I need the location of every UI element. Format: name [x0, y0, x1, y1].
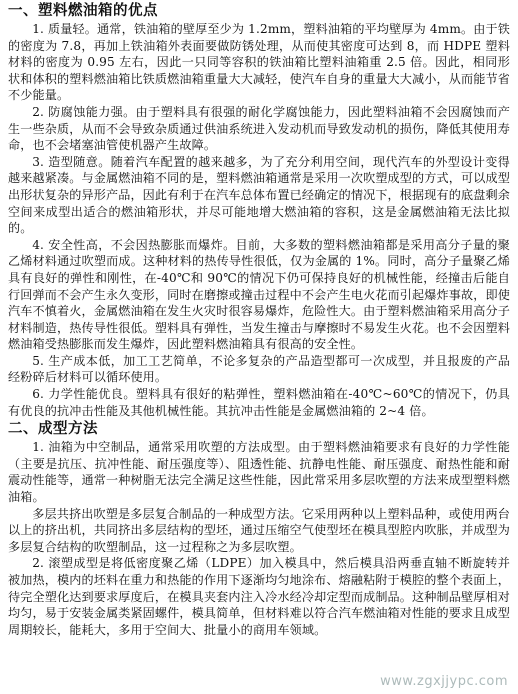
- paragraph-light-weight: 1. 质量轻。通常，铁油箱的壁厚至少为 1.2mm，塑料油箱的平均壁厚为 4mm。由于铁的密度为 7.8，再加上铁油箱外表面要做防锈处理，从而使其密度可达到 8，而 HDPE 塑料材料的密度为 0.95 左右，因此一只同等容积的铁油箱比塑料油箱重 2.5 倍。因此，相同形状和体积的塑料燃油箱比铁质燃油箱重量大大减轻，使汽车自身的重量大大减小，从而能节省不少能量。: [8, 22, 510, 103]
- paragraph-mechanical-properties: 6. 力学性能优良。塑料具有很好的粘弹性，塑料燃油箱在-40℃~60℃的情况下，仍具有优良的抗冲击性能及其他机械性能。其抗冲击性能是金属燃油箱的 2~4 倍。: [8, 387, 510, 418]
- section-heading: 一、塑料燃油箱的优点: [8, 3, 158, 19]
- paragraph-multilayer-coextrusion: 多层共挤出吹塑是多层复合制品的一种成型方法。它采用两种以上塑料品种，或使用两台以上的挤出机，共同挤出多层结构的型坯，通过压缩空气使型坯在模具型腔内吹胀，并成型为多层复合结构的吹塑制品，这一过程称之为多层吹塑。: [8, 506, 510, 554]
- paragraph-low-cost: 5. 生产成本低，加工工艺简单，不论多复杂的产品造型都可一次成型，并且报废的产品经粉碎后材料可以循环使用。: [8, 353, 510, 385]
- section-advantages: [8, 2, 510, 419]
- paragraph-corrosion-resistance: 2. 防腐蚀能力强。由于塑料具有很强的耐化学腐蚀能力，因此塑料油箱不会因腐蚀而产生一些杂质，从而不会导致杂质通过供油系统进入发动机而导致发动机的损伤，降低其使用寿命，也不会堵塞油管使机器产生故障。: [8, 104, 510, 153]
- paragraph-rotational-molding: 2. 滚塑成型是将低密度聚乙烯（LDPE）加入模具中，然后模具沿两垂直轴不断旋转并被加热，模内的坯料在重力和热能的作用下逐渐均匀地涂布、熔融粘附于模腔的整个表面上，待完全塑化达到要求厚度后，在模具夹套内注入冷水经冷却定型而成制品。这种制品壁厚相对均匀，易于安装金属类紧固螺件，模具简单，但材料难以符合汽车燃油箱对性能的要求且成型周期较长，能耗大，多用于空间大、批量小的商用车领域。: [8, 556, 510, 637]
- paragraph-free-shape: 3. 造型随意。随着汽车配置的越来越多，为了充分利用空间，现代汽车的外型设计变得越来越紧凑。与金属燃油箱不同的是，塑料燃油箱通常是采用一次吹塑成型的方式，可以成型出形状复杂的异形产品，因此有利于在汽车总体布置已经确定的情况下，根据现有的底盘剩余空间来成型出适合的燃油箱形状，并尽可能地增大燃油箱的容积，这是金属燃油箱无法比拟的。: [8, 154, 510, 236]
- section-heading: 二、成型方法: [8, 421, 98, 438]
- section-molding-methods: [8, 420, 510, 638]
- paragraph-blow-molding: 1. 油箱为中空制品，通常采用吹塑的方法成型。由于塑料燃油箱要求有良好的力学性能（主要是抗压、抗冲性能、耐压强度等）、阻透性能、抗静电性能、耐压强度、耐热性能和耐震动性能等，通常一种树脂无法完全满足这些性能，因此常采用多层吹塑的方法来成型塑料燃油箱。: [8, 440, 510, 505]
- paragraph-safety: 4. 安全性高，不会因热膨胀而爆炸。目前，大多数的塑料燃油箱都是采用高分子量的聚乙烯材料通过吹塑而成。这种材料的热传导性很低，仅为金属的 1%。同时，高分子量聚乙烯具有良好的弹性和刚性，在-40℃和 90℃的情况下仍可保持良好的机械性能，经撞击后能自行回弹而不会产生永久变形，同时在磨擦或撞击过程中不会产生电火花而引起爆炸事故，即使汽车不慎着火，金属燃油箱在发生火灾时很容易爆炸，危险性大。由于塑料燃油箱采用高分子材料制造，热传导性很低。塑料具有弹性，当发生撞击与摩擦时不易发生火花。也不会因塑料燃油箱受热膨胀而发生爆炸，因此塑料燃油箱具有很高的安全性。: [8, 237, 510, 352]
- watermark: www.zgxjjypc.com: [380, 674, 508, 689]
